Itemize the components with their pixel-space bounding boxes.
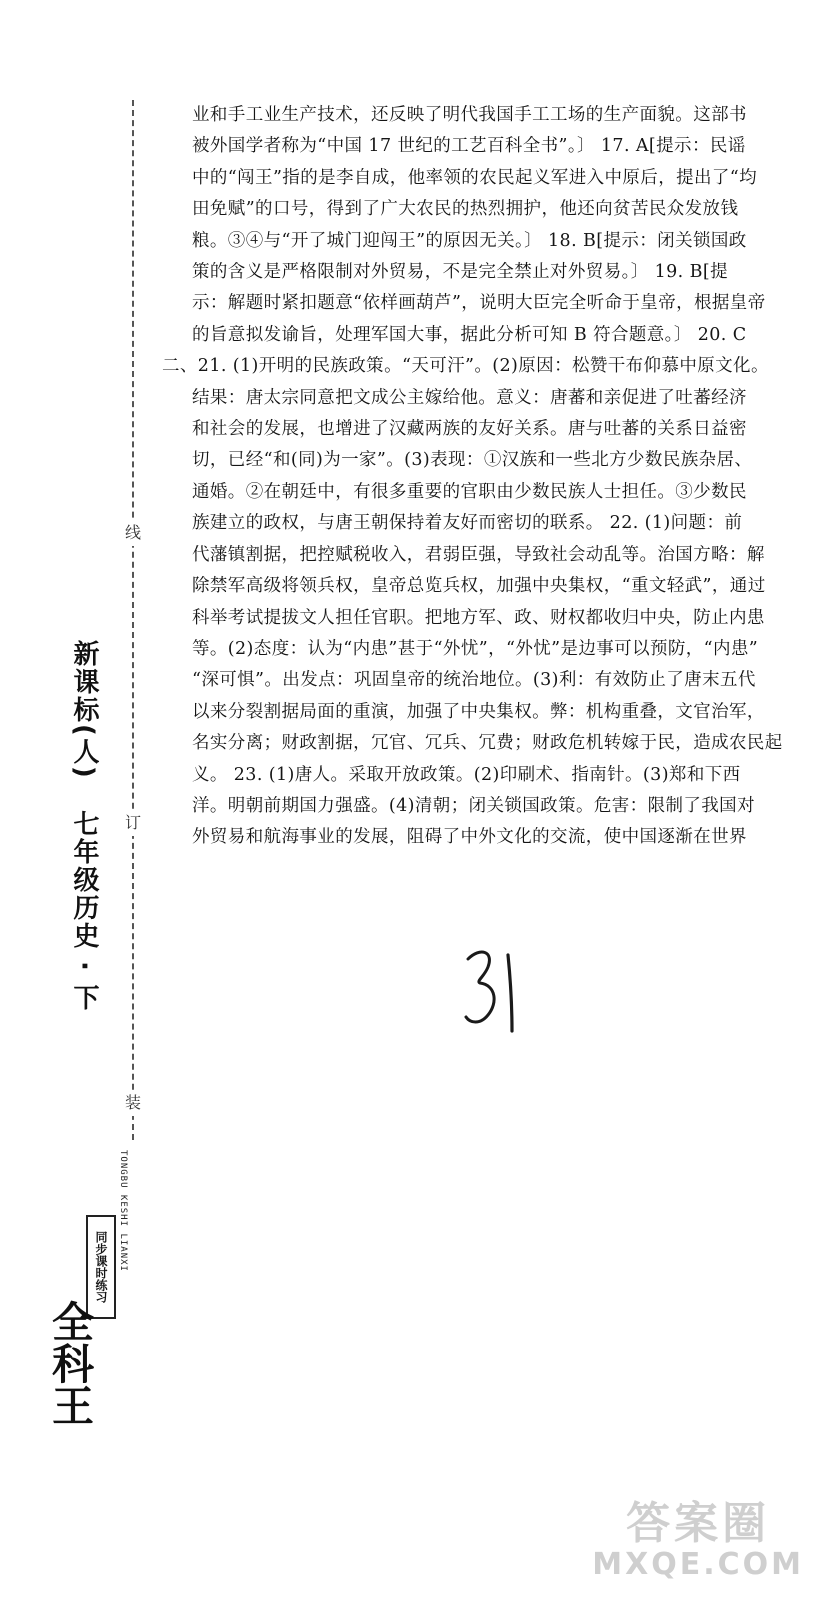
answer-line: 业和手工业生产技术，还反映了明代我国手工工场的生产面貌。这部书 xyxy=(192,105,747,125)
answer-line: 示：解题时紧扣题意“依样画葫芦”，说明大臣完全听命于皇帝，根据皇帝 xyxy=(192,293,766,314)
book-title: 七年级历史 · 下 xyxy=(69,810,99,1012)
answer-line: 等。(2)态度：认为“内患”甚于“外忧”，“外忧”是边事可以预防，“内患” xyxy=(192,638,759,659)
binding-mark-bind: 装 xyxy=(122,1090,144,1116)
answer-line: 田免赋”的口号，得到了广大农民的热烈拥护，他还向贫苦民众发放钱 xyxy=(192,199,739,220)
answer-line: 策的含义是严格限制对外贸易，不是完全禁止对外贸易。〕 19. B[提 xyxy=(192,262,728,283)
handwritten-page-number xyxy=(462,945,532,1035)
watermark-bottom: MXQE.COM xyxy=(592,1547,804,1582)
logo-pinyin: TONGBU KESHI LIANXI xyxy=(118,1150,128,1272)
logo-box-text: 同步课时练习 xyxy=(86,1215,116,1319)
answer-line: 科举考试提拔文人担任官职。把地方军、政、财权都收归中央，防止内患 xyxy=(192,607,765,628)
answer-line: 义。 23. (1)唐人。采取开放政策。(2)印刷术、指南针。(3)郑和下西 xyxy=(192,764,741,785)
binding-mark-line: 线 xyxy=(122,520,144,546)
answer-line: 的旨意拟发谕旨，处理军国大事，据此分析可知 B 符合题意。〕 20. C xyxy=(192,324,747,345)
watermark-top: 答案圈 xyxy=(626,1498,771,1549)
answer-line: “深可惧”。出发点：巩固皇帝的统治地位。(3)利：有效防止了唐末五代 xyxy=(192,670,756,691)
edition-label: 新课标(人) xyxy=(69,640,99,780)
answer-text-block xyxy=(162,100,783,854)
watermark xyxy=(592,1500,804,1582)
binding-mark-staple: 订 xyxy=(122,810,144,836)
answer-line: 被外国学者称为“中国 17 世纪的工艺百科全书”。〕 17. A[提示：民谣 xyxy=(192,136,746,157)
answer-line: 和社会的发展，也增进了汉藏两族的友好关系。唐与吐蕃的关系日益密 xyxy=(192,419,747,440)
answer-line: 粮。③④与“开了城门迎闯王”的原因无关。〕 18. B[提示：闭关锁国政 xyxy=(192,230,747,251)
logo-brand: 全科王 xyxy=(46,1300,95,1426)
answer-line: 中的“闯王”指的是李自成，他率领的农民起义军进入中原后，提出了“均 xyxy=(192,167,758,188)
answer-line: 代藩镇割据，把控赋税收入，君弱臣强，导致社会动乱等。治国方略：解 xyxy=(192,544,765,565)
answer-line: 以来分裂割据局面的重演，加强了中央集权。弊：机构重叠，文官治军， xyxy=(192,701,765,722)
answer-line: 切，已经“和(同)为一家”。(3)表现：①汉族和一些北方少数民族杂居、 xyxy=(192,450,753,471)
binding-cut-line xyxy=(132,100,134,1140)
answer-line: 洋。明朝前期国力强盛。(4)清朝；闭关锁国政策。危害：限制了我国对 xyxy=(192,795,755,816)
answer-line: 外贸易和航海事业的发展，阻碍了中外文化的交流，使中国逐渐在世界 xyxy=(192,827,747,848)
section-two-heading-line: 二、21. (1)开明的民族政策。“天可汗”。(2)原因：松赞干布仰慕中原文化。 xyxy=(162,356,769,377)
answer-line: 通婚。②在朝廷中，有很多重要的官职由少数民族人士担任。③少数民 xyxy=(192,481,747,502)
answer-line: 名实分离；财政割据，冗官、冗兵、冗费；财政危机转嫁于民，造成农民起 xyxy=(192,733,783,754)
answer-line: 族建立的政权，与唐王朝保持着友好而密切的联系。 22. (1)问题：前 xyxy=(192,513,743,534)
answer-line: 结果：唐太宗同意把文成公主嫁给他。意义：唐蕃和亲促进了吐蕃经济 xyxy=(192,387,747,408)
answer-line: 除禁军高级将领兵权，皇帝总览兵权，加强中央集权，“重文轻武”，通过 xyxy=(192,576,766,597)
